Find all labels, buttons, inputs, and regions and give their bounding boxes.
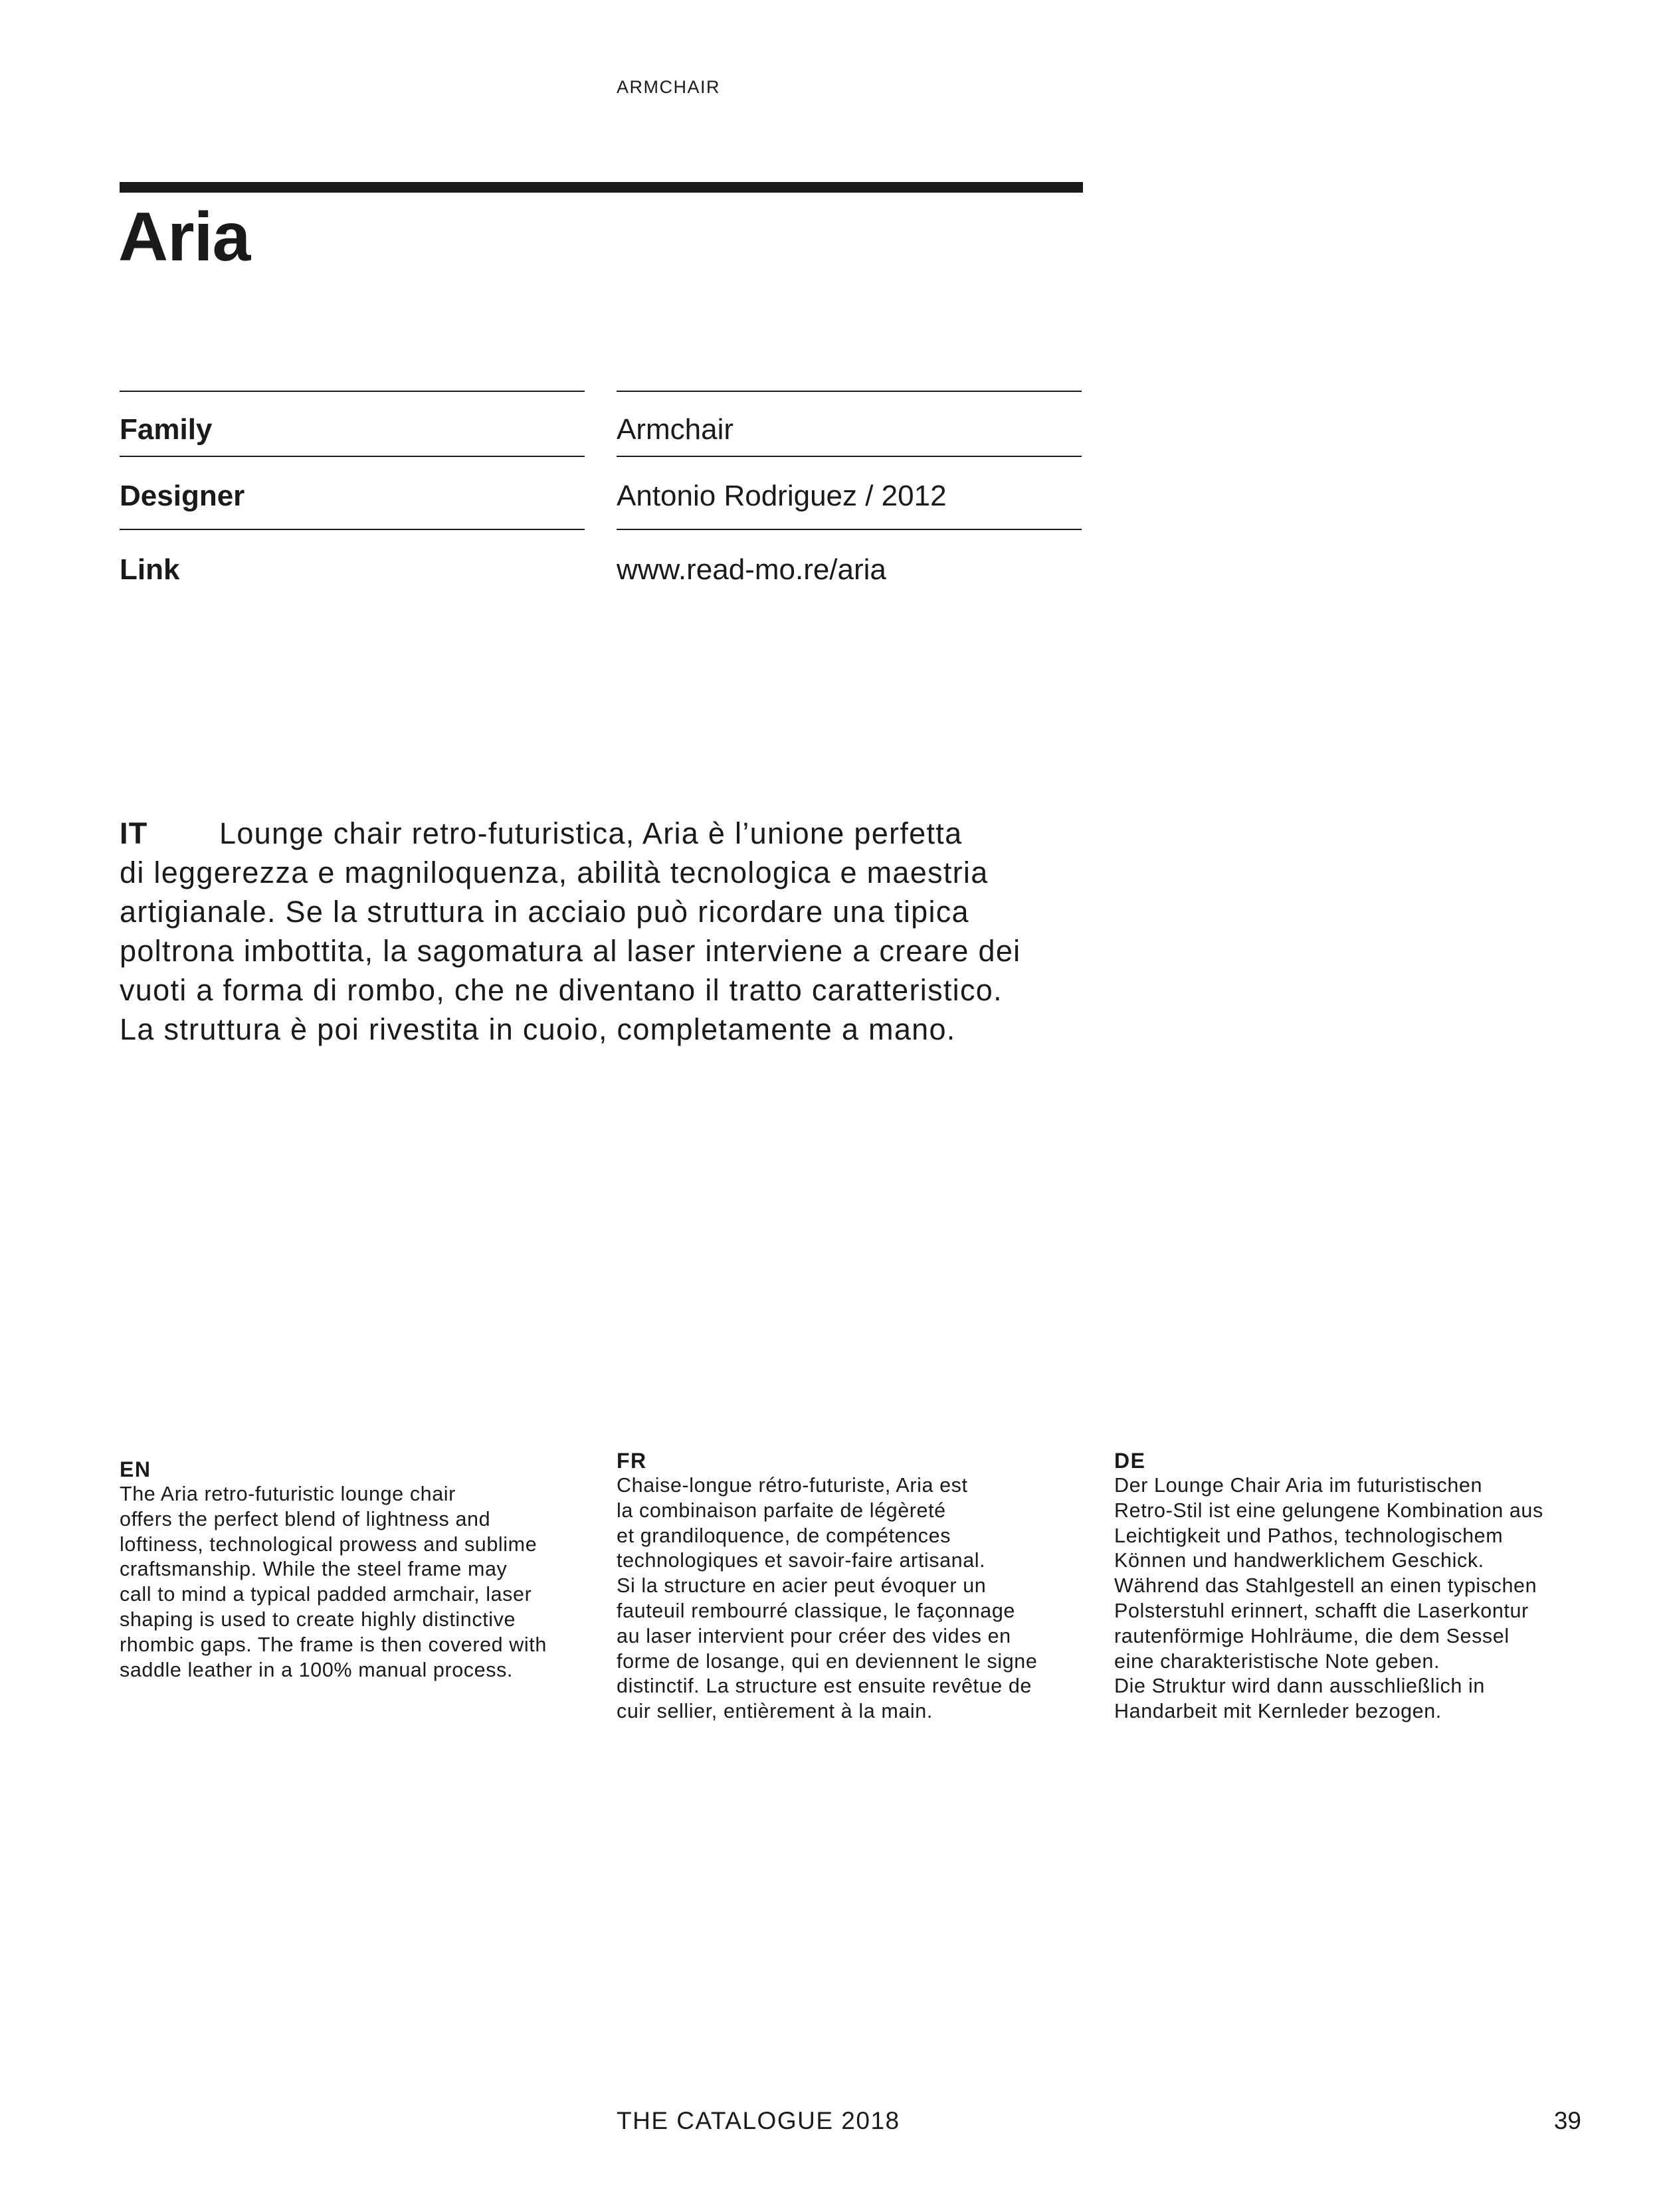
description-it-text: Lounge chair retro-futuristica, Aria è l’unione perfetta di leggerezza e magniloquenza, abilità tecnologica e maestria artigianale. Se la struttura in acciaio può ricordare una tipica poltrona imbottita, la sagomatura al laser interviene a creare dei vuoti a forma di rombo, che ne diventano il tratto caratteristico. La struttura è poi rivestita in cuoio, completamente a mano. [120, 816, 1021, 1046]
description-fr [617, 1448, 1102, 1724]
spec-label-link: Link [120, 553, 180, 586]
spec-divider [120, 529, 585, 530]
description-de [1114, 1448, 1599, 1724]
spec-divider [120, 391, 585, 392]
catalogue-title: THE CATALOGUE 2018 [617, 2107, 900, 2134]
section-label: ARMCHAIR [617, 77, 721, 97]
title-rule [120, 182, 1083, 193]
spec-divider [120, 456, 585, 457]
spec-divider [617, 391, 1082, 392]
language-tag-en: EN [120, 1457, 151, 1481]
description-it [120, 814, 1116, 1049]
description-de-text: Der Lounge Chair Aria im futuristischen Retro-Stil ist eine gelungene Kombination aus Leichtigkeit und Pathos, technologischem Können und handwerklichem Geschick. Während das Stahlgestell an einen typischen Polsterstuhl erinnert, schafft die Laserkontur rautenförmige Hohlräume, die dem Sessel eine charakteristische Note geben. Die Struktur wird dann ausschließlich in Handarbeit mit Kernleder bezogen. [1114, 1474, 1543, 1723]
spec-label-designer: Designer [120, 480, 245, 512]
description-en-text: The Aria retro-futuristic lounge chair offers the perfect blend of lightness and loftiness, technological prowess and sublime craftsmanship. While the steel frame may call to mind a typical padded armchair, laser shaping is used to create highly distinctive rhombic gaps. The frame is then covered with saddle leather in a 100% manual process. [120, 1483, 547, 1681]
page-number: 39 [1553, 2107, 1581, 2134]
spec-divider [617, 529, 1082, 530]
language-tag-fr: FR [617, 1449, 647, 1473]
spec-link[interactable]: www.read-mo.re/aria [617, 553, 886, 586]
language-tag-de: DE [1114, 1449, 1146, 1473]
spec-divider [617, 456, 1082, 457]
product-title: Aria [118, 199, 250, 276]
spec-value-designer: Antonio Rodriguez / 2012 [617, 480, 947, 512]
spec-label-family: Family [120, 413, 213, 446]
description-en [120, 1457, 605, 1683]
description-fr-text: Chaise-longue rétro-futuriste, Aria est la combinaison parfaite de légèreté et grandiloquence, de compétences technologiques et savoir-faire artisanal. Si la structure en acier peut évoquer un fauteuil rembourré classique, le façonnage au laser intervient pour créer des vides en forme de losange, qui en deviennent le signe distinctif. La structure est ensuite revêtue de cuir sellier, entièrement à la main. [617, 1474, 1038, 1723]
language-tag-it: IT [120, 816, 148, 850]
spec-value-family: Armchair [617, 413, 734, 446]
